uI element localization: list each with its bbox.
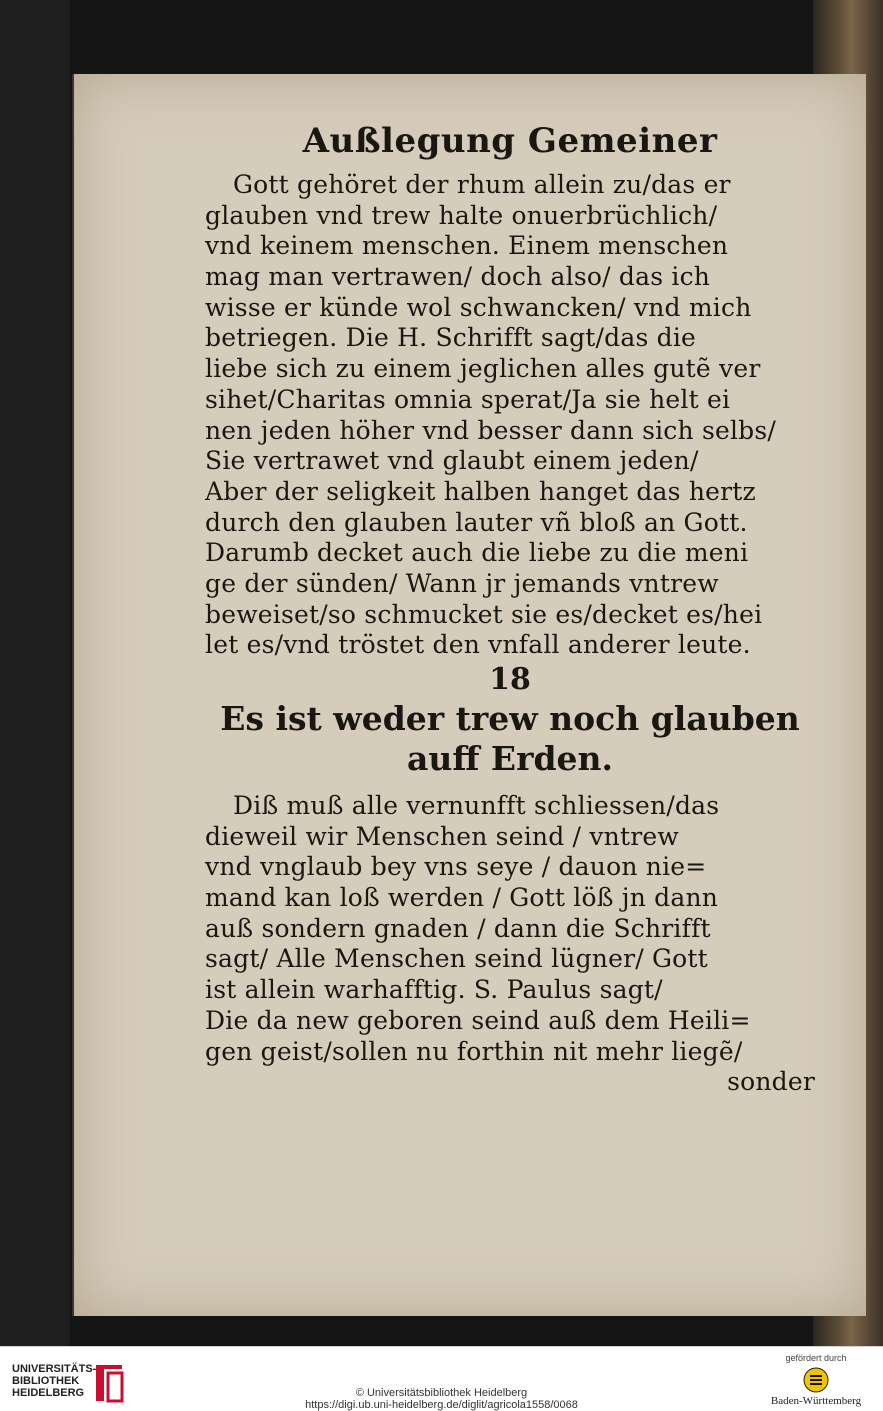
section-title-line-2: auff Erden. [406,739,614,778]
text-line: auß sondern gnaden / dann die Schrifft [205,913,711,943]
text-line: vnd vnglaub bey vns seye / dauon nie= [205,852,707,882]
paragraph-1 [205,170,815,661]
text-line: durch den glauben lauter vñ bloß an Gott. [205,507,748,537]
text-line: Aber der seligkeit halben hanget das hertz [205,476,756,506]
text-line: mand kan loß werden / Gott löß jn dann [205,883,719,913]
page-text [205,116,815,1098]
text-line: nen jeden höher vnd besser dann sich selbs/ [205,415,777,445]
text-line: liebe sich zu einem jeglichen alles gutẽ ver [205,354,761,384]
section-number: 18 [489,662,531,697]
text-line: Darumb decket auch die liebe zu die meni [205,538,749,568]
text-line: dieweil wir Menschen seind / vntrew [205,821,679,851]
catchword: sonder [727,1067,815,1097]
section-title-line-1: Es ist weder trew noch glauben [220,699,800,738]
text-line: mag man vertrawen/ doch also/ das ich [205,262,711,292]
text-line: gen geist/sollen nu forthin nit mehr liegẽ/ [205,1036,743,1066]
sponsor-block[interactable] [761,1353,871,1407]
copyright-notice: © Universitätsbibliothek Heidelberg [355,1387,528,1399]
sponsor-label: gefördert durch [785,1353,847,1363]
text-line: beweiset/so schmucket sie es/decket es/hei [205,599,763,629]
text-line: let es/vnd tröstet den vnfall anderer leute. [205,630,751,660]
text-line: betriegen. Die H. Schrifft sagt/das die [205,323,697,353]
text-line: Gott gehöret der rhum allein zu/das er [233,170,731,199]
sponsor-name: Baden-Württemberg [770,1395,862,1407]
library-name-line-1: UNIVERSITÄTS- [12,1363,97,1375]
library-name-line-3: HEIDELBERG [12,1387,85,1399]
paragraph-2 [205,791,815,1098]
baden-wuerttemberg-crest-icon [803,1367,829,1393]
text-line: wisse er künde wol schwancken/ vnd mich [205,292,752,322]
text-line: ist allein warhafftig. S. Paulus sagt/ [205,975,663,1005]
text-line: glauben vnd trew halte onuerbrüchlich/ [205,200,718,230]
text-line: vnd keinem menschen. Einem menschen [205,231,729,261]
footer-bar [0,1346,883,1411]
book-cover-left [0,0,70,1346]
text-line: Sie vertrawet vnd glaubt einem jeden/ [205,446,699,476]
text-line: ge der sünden/ Wann jr jemands vntrew [205,568,719,598]
text-line: sagt/ Alle Menschen seind lügner/ Gott [205,944,708,974]
text-line: Die da new geboren seind auß dem Heili= [205,1005,751,1035]
library-name-line-2: BIBLIOTHEK [12,1375,80,1387]
running-heading: Außlegung Gemeiner [302,121,718,161]
text-line: sihet/Charitas omnia sperat/Ja sie helt ei [205,384,731,414]
text-line: Diß muß alle vernunfft schliessen/das [233,791,720,820]
permalink[interactable]: https://digi.ub.uni-heidelberg.de/diglit/agricola1558/0068 [305,1399,578,1411]
